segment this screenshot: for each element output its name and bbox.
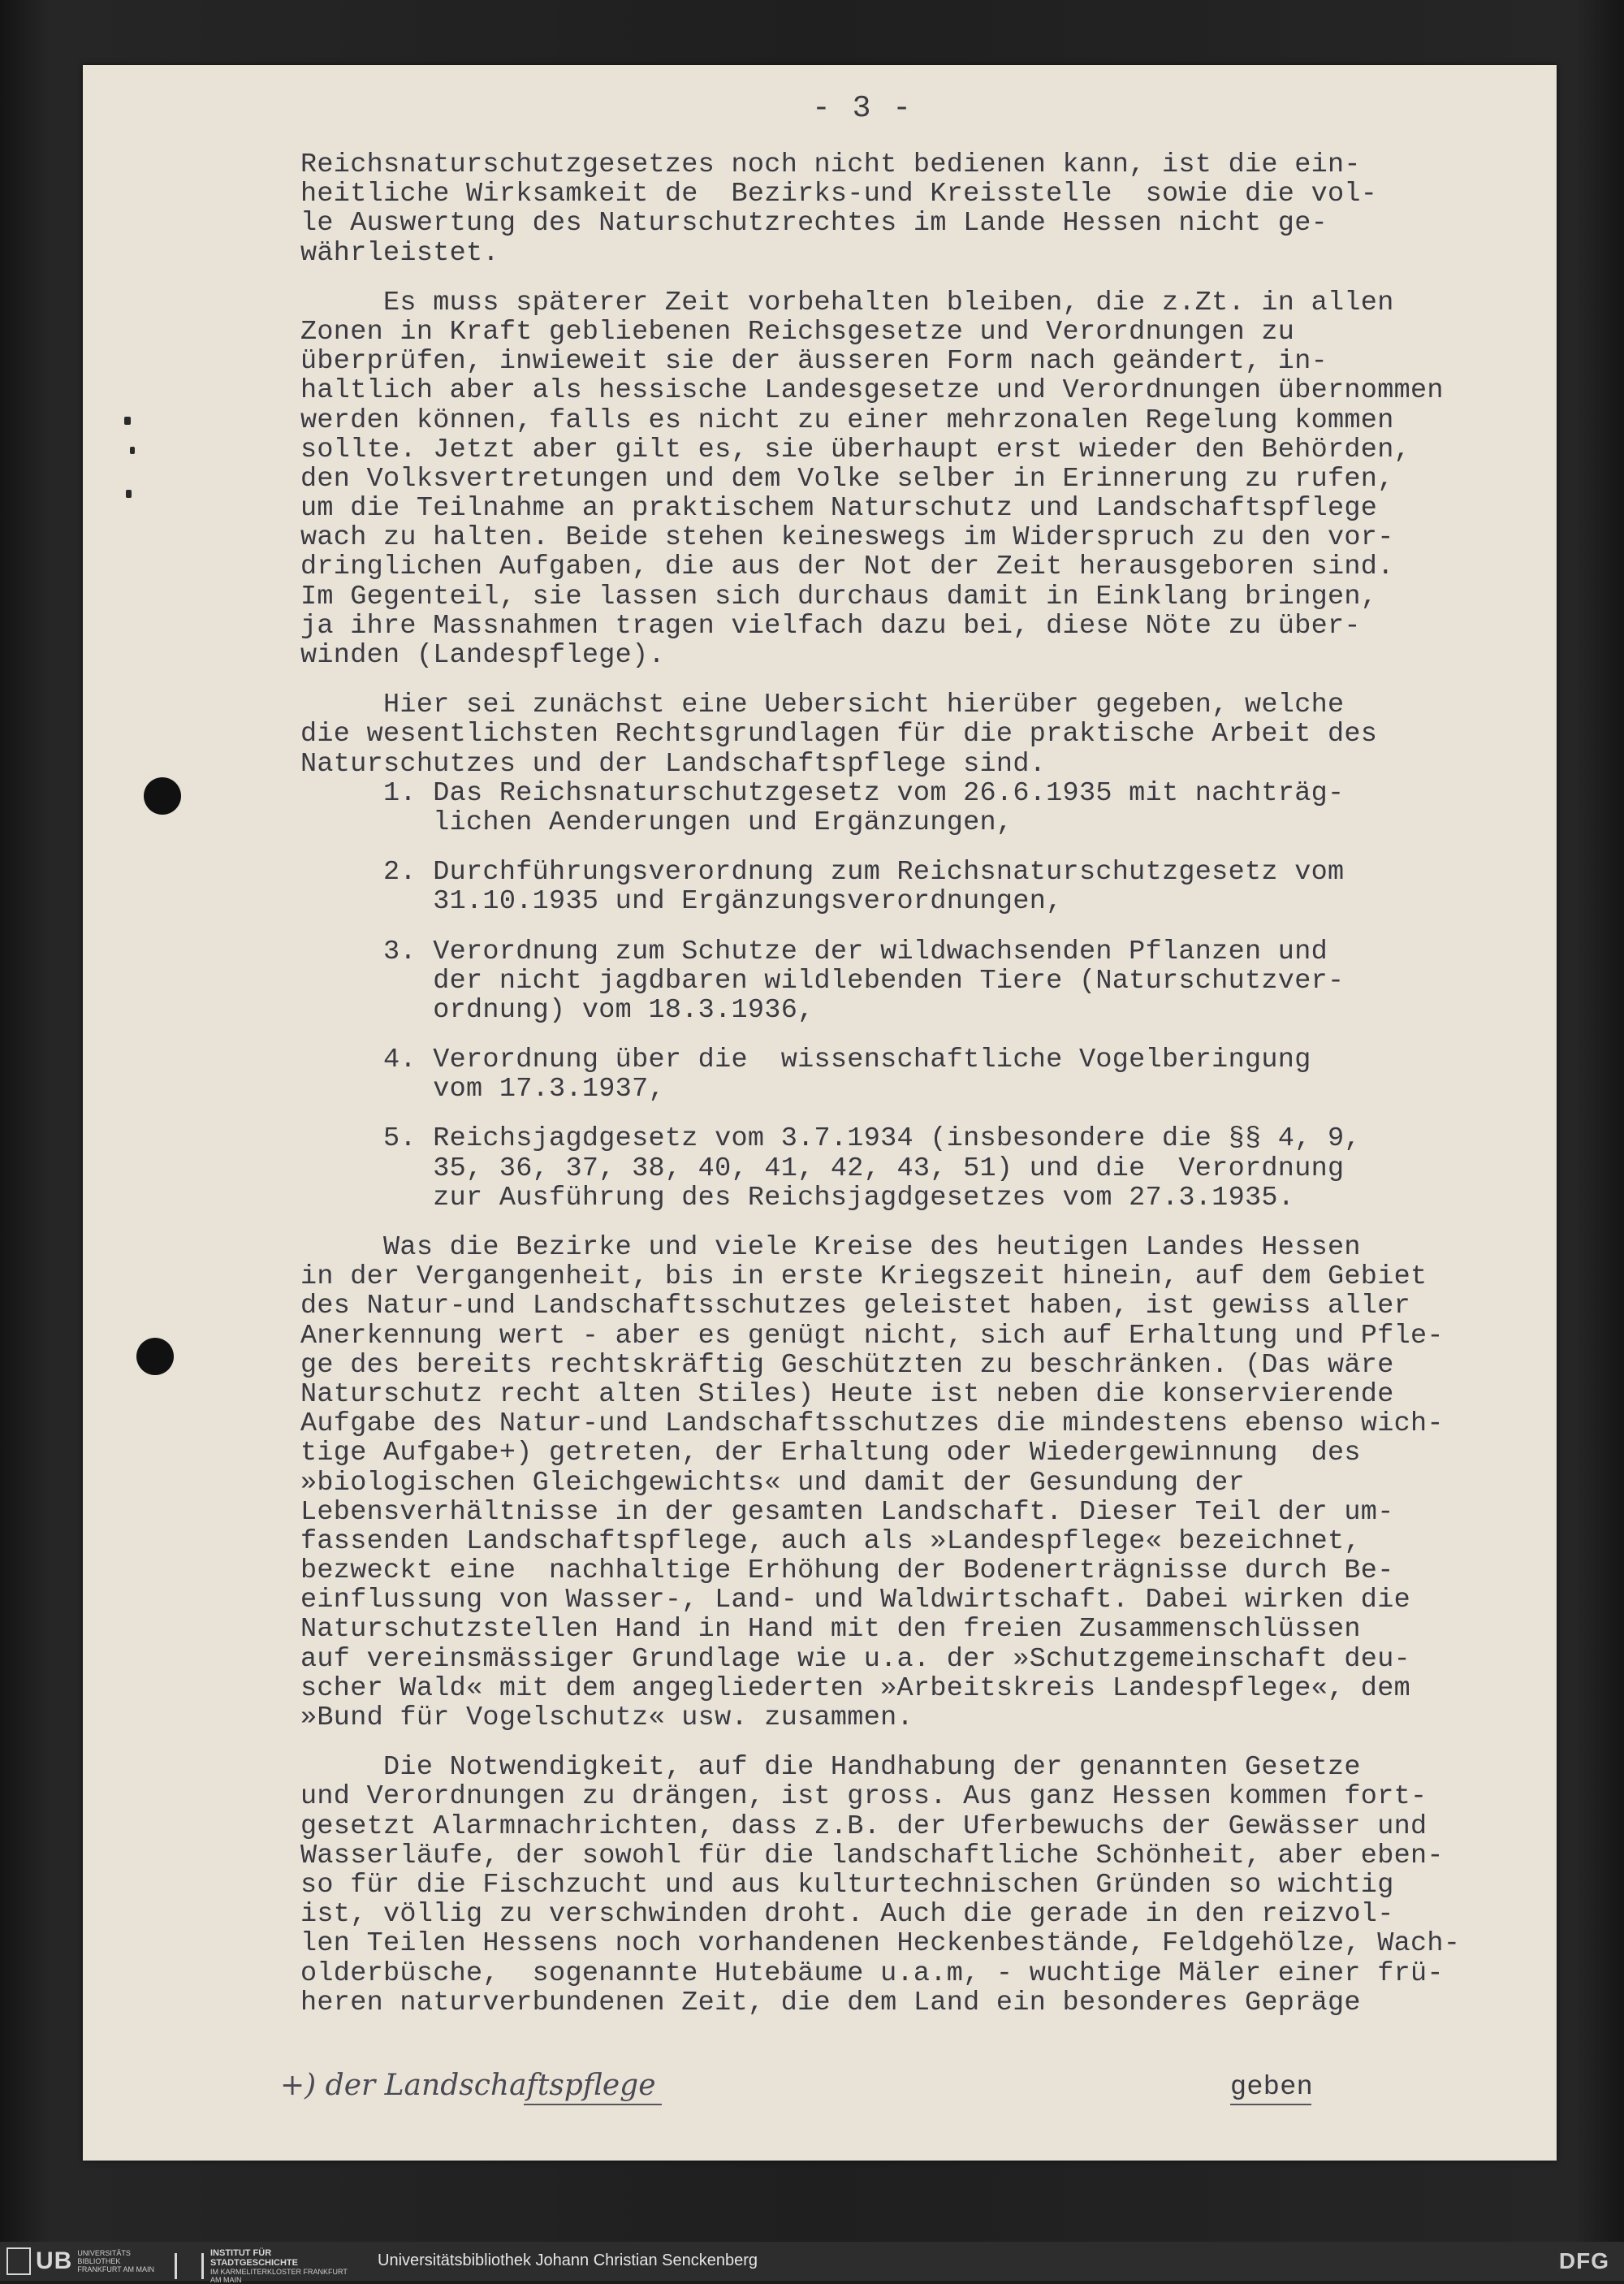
punch-hole-lower [136, 1338, 174, 1375]
text-line: Aufgabe des Natur-und Landschaftsschutzes die mindestens ebenso wich- [300, 1408, 1444, 1440]
text-line: Es muss späterer Zeit vorbehalten bleiben, die z.Zt. in allen [300, 287, 1394, 318]
text-line: ist, völlig zu verschwinden droht. Auch die gerade in den reizvol- [300, 1899, 1394, 1931]
text-line: Naturschutz recht alten Stiles) Heute ist neben die konservierende [300, 1378, 1394, 1410]
text-line: Die Notwendigkeit, auf die Handhabung der genannten Gesetze [300, 1752, 1361, 1784]
isg-logo[interactable] [175, 2248, 356, 2284]
text-line: len Teilen Hessens noch vorhandenen Heckenbestände, Feldgehölze, Wach- [300, 1928, 1461, 1960]
text-line: Naturschutzes und der Landschaftspflege sind. [300, 748, 1047, 780]
footnote-underline [524, 2104, 662, 2105]
text-line: 1. Das Reichsnaturschutzgesetz vom 26.6.1935 mit nachträg- [300, 777, 1345, 809]
text-line: des Natur-und Landschaftsschutzes geleistet haben, ist gewiss aller [300, 1291, 1411, 1322]
text-line: ge des bereits rechtskräftig Geschützten zu beschränken. (Das wäre [300, 1349, 1394, 1381]
text-line [300, 917, 1460, 937]
text-line [300, 837, 1460, 858]
text-line: le Auswertung des Naturschutzrechtes im Lande Hessen nicht ge- [300, 208, 1328, 240]
text-line: Zonen in Kraft gebliebenen Reichsgesetze und Verordnungen zu [300, 316, 1295, 348]
text-line: 4. Verordnung über die wissenschaftliche Vogelberingung [300, 1045, 1311, 1076]
text-line: Was die Bezirke und viele Kreise des heutigen Landes Hessen [300, 1232, 1361, 1263]
text-line: wach zu halten. Beide stehen keineswegs im Widerspruch zu den vor- [300, 522, 1394, 554]
text-line [300, 670, 1460, 690]
viewer-footer-bar [0, 2242, 1624, 2284]
text-line: Anerkennung wert - aber es genügt nicht, sich auf Erhaltung und Pfle- [300, 1320, 1444, 1352]
text-line: Im Gegenteil, sie lassen sich durchaus damit in Einklang bringen, [300, 581, 1378, 612]
text-line: winden (Landespflege). [300, 640, 665, 671]
text-line: Wasserläufe, der sowohl für die landschaftliche Schönheit, aber eben- [300, 1840, 1444, 1871]
ub-logo-subtitle: UNIVERSITÄTS BIBLIOTHEK FRANKFURT AM MAIN [77, 2249, 155, 2273]
margin-mark [124, 417, 131, 425]
ub-logo[interactable] [6, 2248, 158, 2274]
text-line [300, 1025, 1460, 1045]
text-line: überprüfen, inwieweit sie der äusseren Form nach geändert, in- [300, 346, 1328, 378]
text-line: heren naturverbundenen Zeit, die dem Land ein besonderes Gepräge [300, 1987, 1361, 2018]
text-line: dringlichen Aufgaben, die aus der Not der Zeit herausgeboren sind. [300, 552, 1394, 583]
text-line: ordnung) vom 18.3.1936, [300, 994, 814, 1026]
punch-hole-upper [144, 777, 181, 815]
text-line: die wesentlichsten Rechtsgrundlagen für die praktische Arbeit des [300, 719, 1378, 751]
text-line: haltlich aber als hessische Landesgesetze und Verordnungen übernommen [300, 375, 1444, 407]
margin-mark [126, 490, 132, 498]
text-line: fassenden Landschaftspflege, auch als »Landespflege« bezeichnet, [300, 1525, 1361, 1557]
typed-text-block [300, 150, 1460, 2018]
text-line: scher Wald« mit dem angegliederten »Arbeitskreis Landespflege«, dem [300, 1672, 1411, 1704]
isg-logo-text: INSTITUT FÜR STADTGESCHICHTE [210, 2248, 298, 2268]
isg-logo-icon [175, 2253, 204, 2279]
text-line: werden können, falls es nicht zu einer mehrzonalen Regelung kommen [300, 404, 1394, 436]
text-line: vom 17.3.1937, [300, 1074, 665, 1105]
ub-logo-text: UB [36, 2247, 73, 2274]
text-line: gesetzt Alarmnachrichten, dass z.B. der Uferbewuchs der Gewässer und [300, 1810, 1427, 1842]
catchword-underline [1230, 2104, 1311, 2105]
text-line: 2. Durchführungsverordnung zum Reichsnaturschutzgesetz vom [300, 857, 1345, 889]
text-line: so für die Fischzucht und aus kulturtechnischen Gründen so wichtig [300, 1869, 1394, 1901]
text-line: in der Vergangenheit, bis in erste Kriegszeit hinein, auf dem Gebiet [300, 1261, 1427, 1293]
text-line: heitliche Wirksamkeit de Bezirks-und Kreisstelle sowie die vol- [300, 179, 1378, 210]
text-line: der nicht jagdbaren wildlebenden Tiere (Naturschutzver- [300, 965, 1345, 997]
text-line [300, 1732, 1460, 1753]
text-line: währleistet. [300, 237, 499, 269]
text-line: Hier sei zunächst eine Uebersicht hierüber gegeben, welche [300, 690, 1345, 721]
text-line: 31.10.1935 und Ergänzungsverordnungen, [300, 886, 1063, 918]
text-line: »biologischen Gleichgewichts« und damit der Gesundung der [300, 1467, 1262, 1499]
provider-name: Universitätsbibliothek Johann Christian Senckenberg [378, 2252, 758, 2269]
ub-logo-icon [6, 2247, 31, 2275]
text-line: Reichsnaturschutzgesetzes noch nicht bedienen kann, ist die ein- [300, 149, 1361, 180]
text-line: tige Aufgabe+) getreten, der Erhaltung oder Wiedergewinnung des [300, 1438, 1361, 1469]
catchword: geben [1230, 2072, 1314, 2103]
dfg-logo[interactable]: DFG [1558, 2248, 1609, 2273]
text-line: Naturschutzstellen Hand in Hand mit den freien Zusammenschlüssen [300, 1614, 1361, 1646]
text-line: Lebensverhältnisse in der gesamten Landschaft. Dieser Teil der um- [300, 1496, 1394, 1528]
text-line: »Bund für Vogelschutz« usw. zusammen. [300, 1702, 914, 1733]
text-line: zur Ausführung des Reichsjagdgesetzes vom 27.3.1935. [300, 1182, 1295, 1213]
text-line: einflussung von Wasser-, Land- und Waldwirtschaft. Dabei wirken die [300, 1585, 1411, 1616]
page-number: - 3 - [812, 91, 914, 126]
text-line: sollte. Jetzt aber gilt es, sie überhaupt erst wieder den Behörden, [300, 434, 1411, 465]
text-line: den Volksvertretungen und dem Volke selber in Erinnerung zu rufen, [300, 463, 1394, 495]
text-line: auf vereinsmässiger Grundlage wie u.a. der »Schutzgemeinschaft deu- [300, 1643, 1411, 1675]
text-line: 35, 36, 37, 38, 40, 41, 42, 43, 51) und die Verordnung [300, 1153, 1345, 1184]
text-line: lichen Aenderungen und Ergänzungen, [300, 807, 1013, 838]
isg-logo-subtitle: IM KARMELITERKLOSTER FRANKFURT AM MAIN [210, 2268, 348, 2284]
handwritten-footnote: +) der Landschaftspflege [280, 2069, 656, 2102]
margin-mark [130, 447, 135, 454]
text-line: olderbüsche, sogenannte Hutebäume u.a.m, - wuchtige Mäler einer frü- [300, 1957, 1444, 1989]
text-line: 3. Verordnung zum Schutze der wildwachsenden Pflanzen und [300, 936, 1328, 967]
text-line: und Verordnungen zu drängen, ist gross. Aus ganz Hessen kommen fort- [300, 1781, 1427, 1813]
text-line: um die Teilnahme an praktischem Naturschutz und Landschaftspflege [300, 493, 1378, 525]
text-line [300, 1104, 1460, 1124]
text-line: 5. Reichsjagdgesetz vom 3.7.1934 (insbesondere die §§ 4, 9, [300, 1123, 1361, 1155]
text-line [300, 1213, 1460, 1233]
text-line [300, 268, 1460, 288]
text-line: ja ihre Massnahmen tragen vielfach dazu bei, diese Nöte zu über- [300, 610, 1361, 642]
text-line: bezweckt eine nachhaltige Erhöhung der Bodenerträgnisse durch Be- [300, 1555, 1394, 1587]
